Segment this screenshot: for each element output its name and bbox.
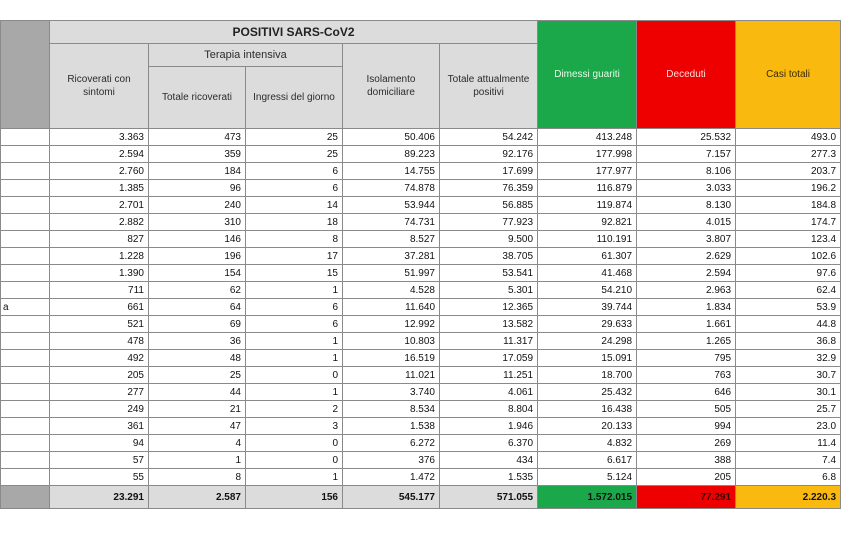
region-header-cell [1, 21, 50, 129]
cell-terapia: 184 [149, 163, 246, 180]
cell-region [1, 282, 50, 299]
cell-deceduti: 25.532 [637, 129, 736, 146]
cell-positivi: 434 [440, 452, 538, 469]
cell-ingressi: 1 [246, 282, 343, 299]
cell-ingressi: 15 [246, 265, 343, 282]
cell-deceduti: 3.033 [637, 180, 736, 197]
cell-isolamento: 4.528 [343, 282, 440, 299]
cell-region [1, 418, 50, 435]
cell-region [1, 129, 50, 146]
cell-ingressi: 25 [246, 146, 343, 163]
cell-region [1, 367, 50, 384]
cell-ricoverati: 205 [50, 367, 149, 384]
cell-isolamento: 53.944 [343, 197, 440, 214]
table-row [1, 418, 841, 435]
cell-deceduti: 8.106 [637, 163, 736, 180]
cell-terapia: 4 [149, 435, 246, 452]
cell-casi: 123.4 [736, 231, 841, 248]
cell-deceduti: 763 [637, 367, 736, 384]
table-row [1, 452, 841, 469]
cell-dimessi: 6.617 [538, 452, 637, 469]
cell-dimessi: 110.191 [538, 231, 637, 248]
cell-terapia: 359 [149, 146, 246, 163]
cell-ingressi: 1 [246, 333, 343, 350]
cell-casi: 277.3 [736, 146, 841, 163]
totals-casi: 2.220.3 [736, 486, 841, 509]
cell-positivi: 77.923 [440, 214, 538, 231]
cell-ricoverati: 2.760 [50, 163, 149, 180]
cell-terapia: 62 [149, 282, 246, 299]
cell-dimessi: 16.438 [538, 401, 637, 418]
cell-isolamento: 74.878 [343, 180, 440, 197]
cell-ingressi: 0 [246, 452, 343, 469]
cell-terapia: 1 [149, 452, 246, 469]
cell-ingressi: 1 [246, 384, 343, 401]
cell-region [1, 401, 50, 418]
cell-positivi: 12.365 [440, 299, 538, 316]
totals-dimessi: 1.572.015 [538, 486, 637, 509]
cell-ricoverati: 478 [50, 333, 149, 350]
cell-terapia: 8 [149, 469, 246, 486]
cell-terapia: 69 [149, 316, 246, 333]
cell-ingressi: 6 [246, 299, 343, 316]
table-row [1, 146, 841, 163]
cell-terapia: 146 [149, 231, 246, 248]
cell-ricoverati: 2.882 [50, 214, 149, 231]
cell-deceduti: 3.807 [637, 231, 736, 248]
cell-region [1, 350, 50, 367]
cell-ricoverati: 3.363 [50, 129, 149, 146]
cell-casi: 62.4 [736, 282, 841, 299]
table-row [1, 248, 841, 265]
cell-isolamento: 50.406 [343, 129, 440, 146]
cell-casi: 493.0 [736, 129, 841, 146]
cell-ingressi: 17 [246, 248, 343, 265]
cell-deceduti: 4.015 [637, 214, 736, 231]
cell-casi: 7.4 [736, 452, 841, 469]
cell-ingressi: 0 [246, 367, 343, 384]
table-row [1, 129, 841, 146]
cell-region [1, 248, 50, 265]
cell-ingressi: 3 [246, 418, 343, 435]
dimessi-guariti-header: Dimessi guariti [538, 21, 637, 129]
cell-region [1, 265, 50, 282]
cell-dimessi: 54.210 [538, 282, 637, 299]
cell-ingressi: 2 [246, 401, 343, 418]
ingressi-header: Ingressi del giorno [246, 67, 343, 129]
cell-positivi: 54.242 [440, 129, 538, 146]
cell-ricoverati: 492 [50, 350, 149, 367]
cell-isolamento: 8.527 [343, 231, 440, 248]
cell-region [1, 146, 50, 163]
cell-ricoverati: 711 [50, 282, 149, 299]
cell-positivi: 92.176 [440, 146, 538, 163]
cell-positivi: 9.500 [440, 231, 538, 248]
cell-casi: 36.8 [736, 333, 841, 350]
cell-positivi: 1.535 [440, 469, 538, 486]
cell-deceduti: 205 [637, 469, 736, 486]
cell-positivi: 11.251 [440, 367, 538, 384]
cell-region [1, 231, 50, 248]
table-row [1, 333, 841, 350]
cell-region [1, 435, 50, 452]
totale-ricoverati-header: Totale ricoverati [149, 67, 246, 129]
table-row [1, 163, 841, 180]
cell-dimessi: 24.298 [538, 333, 637, 350]
cell-ricoverati: 55 [50, 469, 149, 486]
table-row [1, 265, 841, 282]
cell-ingressi: 25 [246, 129, 343, 146]
cell-terapia: 48 [149, 350, 246, 367]
cell-ricoverati: 521 [50, 316, 149, 333]
cell-terapia: 96 [149, 180, 246, 197]
totals-terapia: 2.587 [149, 486, 246, 509]
cell-isolamento: 89.223 [343, 146, 440, 163]
cell-dimessi: 25.432 [538, 384, 637, 401]
cell-dimessi: 39.744 [538, 299, 637, 316]
cell-dimessi: 5.124 [538, 469, 637, 486]
cell-positivi: 4.061 [440, 384, 538, 401]
cell-ingressi: 8 [246, 231, 343, 248]
cell-terapia: 44 [149, 384, 246, 401]
cell-region [1, 214, 50, 231]
cell-ingressi: 18 [246, 214, 343, 231]
covid-data-table-frame [0, 20, 837, 509]
cell-deceduti: 269 [637, 435, 736, 452]
positivi-title: POSITIVI SARS-CoV2 [50, 21, 538, 44]
cell-casi: 203.7 [736, 163, 841, 180]
cell-positivi: 38.705 [440, 248, 538, 265]
cell-casi: 30.1 [736, 384, 841, 401]
cell-region [1, 163, 50, 180]
cell-deceduti: 8.130 [637, 197, 736, 214]
cell-positivi: 5.301 [440, 282, 538, 299]
isolamento-header: Isolamento domiciliare [343, 44, 440, 129]
cell-region [1, 316, 50, 333]
table-row [1, 282, 841, 299]
cell-dimessi: 20.133 [538, 418, 637, 435]
cell-terapia: 154 [149, 265, 246, 282]
cell-casi: 30.7 [736, 367, 841, 384]
table-row [1, 180, 841, 197]
cell-deceduti: 2.963 [637, 282, 736, 299]
cell-isolamento: 11.640 [343, 299, 440, 316]
cell-deceduti: 1.661 [637, 316, 736, 333]
casi-totali-header: Casi totali [736, 21, 841, 129]
ricoverati-header: Ricoverati con sintomi [50, 44, 149, 129]
cell-isolamento: 1.538 [343, 418, 440, 435]
positivi-table [0, 20, 841, 509]
cell-terapia: 25 [149, 367, 246, 384]
cell-positivi: 76.359 [440, 180, 538, 197]
cell-terapia: 36 [149, 333, 246, 350]
cell-dimessi: 116.879 [538, 180, 637, 197]
cell-region [1, 333, 50, 350]
cell-ingressi: 6 [246, 163, 343, 180]
totals-region [1, 486, 50, 509]
cell-ingressi: 6 [246, 316, 343, 333]
cell-deceduti: 2.629 [637, 248, 736, 265]
cell-positivi: 6.370 [440, 435, 538, 452]
table-body [1, 129, 841, 486]
cell-isolamento: 376 [343, 452, 440, 469]
cell-isolamento: 74.731 [343, 214, 440, 231]
cell-ingressi: 6 [246, 180, 343, 197]
cell-terapia: 64 [149, 299, 246, 316]
cell-ricoverati: 1.385 [50, 180, 149, 197]
cell-dimessi: 119.874 [538, 197, 637, 214]
cell-casi: 97.6 [736, 265, 841, 282]
totals-isolamento: 545.177 [343, 486, 440, 509]
cell-dimessi: 29.633 [538, 316, 637, 333]
cell-deceduti: 795 [637, 350, 736, 367]
cell-deceduti: 388 [637, 452, 736, 469]
totals-ingressi: 156 [246, 486, 343, 509]
cell-casi: 102.6 [736, 248, 841, 265]
cell-isolamento: 6.272 [343, 435, 440, 452]
cell-ricoverati: 94 [50, 435, 149, 452]
cell-region [1, 469, 50, 486]
cell-dimessi: 177.998 [538, 146, 637, 163]
cell-terapia: 240 [149, 197, 246, 214]
cell-region [1, 384, 50, 401]
cell-positivi: 13.582 [440, 316, 538, 333]
cell-casi: 32.9 [736, 350, 841, 367]
table-row [1, 367, 841, 384]
cell-positivi: 17.059 [440, 350, 538, 367]
cell-casi: 6.8 [736, 469, 841, 486]
cell-isolamento: 16.519 [343, 350, 440, 367]
cell-deceduti: 1.834 [637, 299, 736, 316]
cell-ingressi: 1 [246, 469, 343, 486]
cell-dimessi: 92.821 [538, 214, 637, 231]
cell-terapia: 21 [149, 401, 246, 418]
cell-isolamento: 14.755 [343, 163, 440, 180]
table-row [1, 469, 841, 486]
table-row [1, 350, 841, 367]
cell-dimessi: 18.700 [538, 367, 637, 384]
cell-positivi: 1.946 [440, 418, 538, 435]
table-row [1, 197, 841, 214]
cell-isolamento: 11.021 [343, 367, 440, 384]
cell-casi: 184.8 [736, 197, 841, 214]
cell-casi: 53.9 [736, 299, 841, 316]
cell-isolamento: 8.534 [343, 401, 440, 418]
cell-dimessi: 177.977 [538, 163, 637, 180]
cell-deceduti: 994 [637, 418, 736, 435]
totals-row [1, 486, 841, 509]
cell-ingressi: 14 [246, 197, 343, 214]
cell-isolamento: 51.997 [343, 265, 440, 282]
cell-deceduti: 2.594 [637, 265, 736, 282]
deceduti-header: Deceduti [637, 21, 736, 129]
cell-isolamento: 1.472 [343, 469, 440, 486]
cell-ricoverati: 361 [50, 418, 149, 435]
cell-casi: 25.7 [736, 401, 841, 418]
terapia-intensiva-header: Terapia intensiva [149, 44, 343, 67]
cell-ricoverati: 827 [50, 231, 149, 248]
cell-ricoverati: 57 [50, 452, 149, 469]
cell-terapia: 196 [149, 248, 246, 265]
cell-terapia: 473 [149, 129, 246, 146]
table-row [1, 214, 841, 231]
cell-region [1, 197, 50, 214]
cell-deceduti: 646 [637, 384, 736, 401]
cell-terapia: 47 [149, 418, 246, 435]
cell-isolamento: 37.281 [343, 248, 440, 265]
cell-isolamento: 3.740 [343, 384, 440, 401]
cell-isolamento: 12.992 [343, 316, 440, 333]
cell-positivi: 56.885 [440, 197, 538, 214]
cell-deceduti: 1.265 [637, 333, 736, 350]
table-row [1, 435, 841, 452]
table-row [1, 299, 841, 316]
table-row [1, 401, 841, 418]
cell-isolamento: 10.803 [343, 333, 440, 350]
cell-casi: 23.0 [736, 418, 841, 435]
table-row [1, 231, 841, 248]
cell-casi: 11.4 [736, 435, 841, 452]
cell-ricoverati: 277 [50, 384, 149, 401]
cell-region: a [1, 299, 50, 316]
table-row [1, 384, 841, 401]
cell-positivi: 11.317 [440, 333, 538, 350]
cell-dimessi: 413.248 [538, 129, 637, 146]
cell-ricoverati: 2.594 [50, 146, 149, 163]
cell-casi: 196.2 [736, 180, 841, 197]
cell-dimessi: 15.091 [538, 350, 637, 367]
cell-region [1, 452, 50, 469]
cell-deceduti: 7.157 [637, 146, 736, 163]
cell-ricoverati: 661 [50, 299, 149, 316]
cell-casi: 174.7 [736, 214, 841, 231]
cell-terapia: 310 [149, 214, 246, 231]
cell-ricoverati: 1.228 [50, 248, 149, 265]
cell-region [1, 180, 50, 197]
cell-dimessi: 41.468 [538, 265, 637, 282]
cell-ingressi: 0 [246, 435, 343, 452]
cell-ricoverati: 1.390 [50, 265, 149, 282]
totals-deceduti: 77.291 [637, 486, 736, 509]
table-row [1, 316, 841, 333]
cell-dimessi: 61.307 [538, 248, 637, 265]
cell-ingressi: 1 [246, 350, 343, 367]
totals-positivi: 571.055 [440, 486, 538, 509]
cell-ricoverati: 2.701 [50, 197, 149, 214]
totale-positivi-header: Totale attualmente positivi [440, 44, 538, 129]
cell-positivi: 8.804 [440, 401, 538, 418]
cell-dimessi: 4.832 [538, 435, 637, 452]
cell-deceduti: 505 [637, 401, 736, 418]
cell-casi: 44.8 [736, 316, 841, 333]
cell-ricoverati: 249 [50, 401, 149, 418]
totals-ricoverati: 23.291 [50, 486, 149, 509]
cell-positivi: 17.699 [440, 163, 538, 180]
cell-positivi: 53.541 [440, 265, 538, 282]
